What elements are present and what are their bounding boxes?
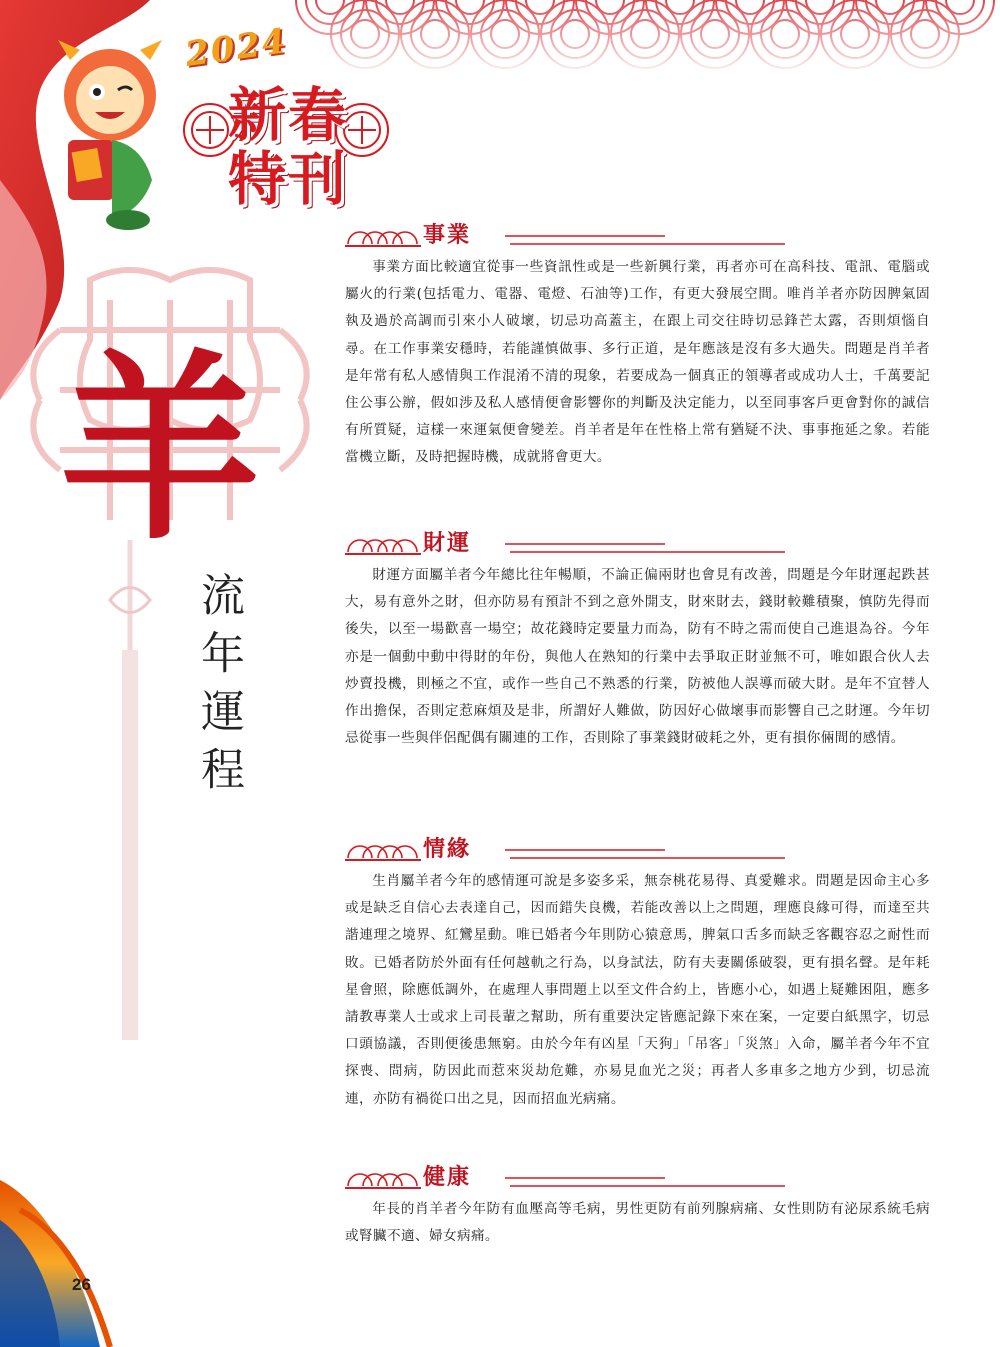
tassel-ornament	[110, 540, 150, 1040]
section-wealth	[345, 526, 930, 752]
title-line-2: 特刊	[228, 145, 349, 213]
year-label: 2024	[182, 21, 290, 75]
section-title: 健康	[423, 1164, 472, 1190]
title-line-1: 新春	[228, 81, 349, 149]
flame-wing-decoration	[0, 1180, 110, 1347]
vertical-subtitle: 流年運程	[193, 572, 244, 804]
section-health	[345, 1160, 930, 1250]
section-romance	[345, 832, 930, 1113]
section-career	[345, 218, 930, 472]
page-number: 26	[72, 1275, 91, 1294]
dragon-mascot-illustration	[58, 40, 162, 230]
section-body: 生肖屬羊者今年的感情運可說是多姿多采，無奈桃花易得、真愛難求。問題是因命主心多或是缺乏自信心去表達自己，因而錯失良機，若能改善以上之問題，理應良緣可得，而達至共諧連理之境界、紅鸞星動。唯已婚者今年則防心猿意馬，脾氣口舌多而缺乏客觀容忍之耐性而敗。已婚者防於外面有任何越軌之行為，以身試法，防有夫妻關係破裂，更有損名聲。是年耗星會照，除應低調外，在處理人事問題上以至文件合約上，皆應小心，如遇上疑難困阻，應多請教專業人士或求上司長輩之幫助，所有重要決定皆應記錄下來在案，一定要白紙黑字，切忌口頭協議，否則便後患無窮。由於今年有凶星「天狗」「吊客」「災煞」入命，屬羊者今年不宜探喪、問病，防因此而惹來災劫危難，亦易見血光之災；再者人多車多之地方少到，切忌流連，亦防有禍從口出之見，因而招血光病痛。	[345, 873, 930, 1107]
section-title: 財運	[423, 530, 472, 556]
section-body: 事業方面比較適宜從事一些資訊性或是一些新興行業，再者亦可在高科技、電訊、電腦或屬火的行業(包括電力、電器、電燈、石油等)工作，有更大發展空間。唯肖羊者亦防因脾氣固執及過於高調而引來小人破壞，切忌功高蓋主，在跟上司交往時切忌鋒芒太露，否則煩惱自尋。在工作事業安穩時，若能謹慎做事、多行正道，是年應該是沒有多大過失。問題是肖羊者是年常有私人感情與工作混淆不清的現象，若要成為一個真正的領導者或成功人士，千萬要記住公事公辦，假如涉及私人感情便會影響你的判斷及決定能力，以至同事客戶更會對你的誠信有所質疑，這樣一來運氣便會變差。肖羊者是年在性格上常有猶疑不決、事事拖延之象。若能當機立斷，及時把握時機，成就將會更大。	[345, 259, 930, 466]
zodiac-character: 羊	[60, 332, 261, 567]
section-body: 財運方面屬羊者今年總比往年暢順，不論正偏兩財也會見有改善，問題是今年財運起跌甚大，易有意外之財，但亦防易有預計不到之意外開支，財來財去，錢財較難積聚，慎防先得而後失，以至一場歡喜一場空；故花錢時定要量力而為，防有不時之需而使自己進退為谷。今年亦是一個動中動中得財的年份，與他人在熟知的行業中去爭取正財並無不可，唯如跟合伙人去炒賣投機，則極之不宜，或作一些自己不熟悉的行業，防被他人誤導而破大財。是年不宜替人作出擔保，否則定惹麻煩及是非，所謂好人難做，防因好心做壞事而影響自己之財運。今年切忌從事一些與伴侶配偶有關連的工作，否則除了事業錢財破耗之外，更有損你倆間的感情。	[345, 567, 930, 747]
section-title: 情緣	[423, 836, 472, 862]
section-title: 事業	[423, 222, 472, 248]
section-body: 年長的肖羊者今年防有血壓高等毛病，男性更防有前列腺病痛、女性則防有泌尿系統毛病或腎臟不適、婦女病痛。	[345, 1201, 930, 1245]
